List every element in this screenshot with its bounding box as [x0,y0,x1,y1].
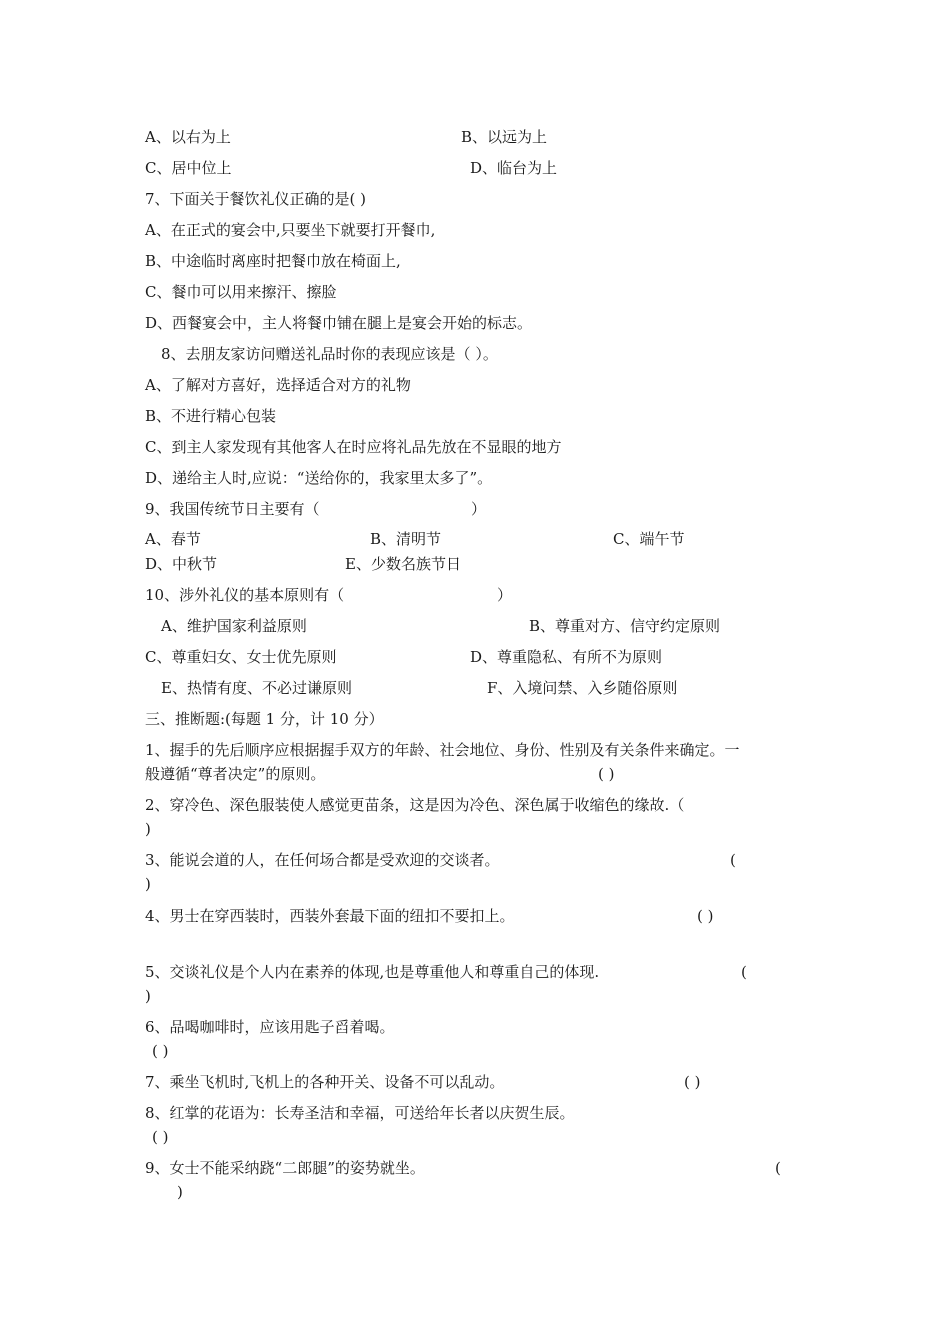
q7-option-c: C、餐巾可以用来擦汗、擦脸 [145,283,337,301]
judge-item-2-line1: 2、穿冷色、深色服装使人感觉更苗条，这是因为冷色、深色属于收缩色的缘故.（ [145,796,685,814]
judge-item-1-line2: 般遵循“尊者决定”的原则。 [145,765,326,783]
judge-item-5-line1: 5、交谈礼仪是个人内在素养的体现,也是尊重他人和尊重自己的体现. [145,963,600,981]
judge-item-1-answer-blank: ( ) [598,765,615,783]
judge-item-2-answer-close: ) [145,820,151,838]
q8-option-d: D、递给主人时,应说：“送给你的，我家里太多了”。 [145,469,493,487]
judge-item-9-line1: 9、女士不能采纳跷“二郎腿”的姿势就坐。 [145,1159,425,1177]
q10-stem-close: ） [497,586,513,604]
q8-stem: 8、去朋友家访问赠送礼品时你的表现应该是（ ）。 [161,345,498,363]
q9-stem-close: ） [471,500,487,518]
q9-option-b: B、清明节 [370,530,442,548]
q9-option-c: C、端午节 [613,530,685,548]
judge-item-4-answer-blank: ( ) [697,907,714,925]
q7-option-a: A、在正式的宴会中,只要坐下就要打开餐巾, [145,221,436,239]
judge-item-4-line1: 4、男士在穿西装时，西装外套最下面的纽扣不要扣上。 [145,907,515,925]
judge-item-3-answer-open: ( [730,851,736,869]
judge-item-8-line1: 8、红掌的花语为：长寿圣洁和幸福，可送给年长者以庆贺生辰。 [145,1104,575,1122]
q7-option-d: D、西餐宴会中，主人将餐巾铺在腿上是宴会开始的标志。 [145,314,533,332]
judge-item-5-answer-open: ( [741,963,747,981]
judge-item-5-answer-close: ) [145,987,151,1005]
q8-option-a: A、了解对方喜好，选择适合对方的礼物 [145,376,411,394]
q8-option-c: C、到主人家发现有其他客人在时应将礼品先放在不显眼的地方 [145,438,562,456]
judge-item-6-answer-blank: ( ) [152,1042,169,1060]
judge-item-3-line1: 3、能说会道的人，在任何场合都是受欢迎的交谈者。 [145,851,500,869]
q6-option-c: C、居中位上 [145,159,232,177]
q10-option-d: D、尊重隐私、有所不为原则 [470,648,663,666]
judge-item-7-answer-blank: ( ) [684,1073,701,1091]
judge-item-7-line1: 7、乘坐飞机时,飞机上的各种开关、设备不可以乱动。 [145,1073,505,1091]
section3-heading: 三、推断题:(每题 1 分，计 10 分） [145,710,384,728]
q9-option-a: A、春节 [145,530,201,548]
judge-item-1-line1: 1、握手的先后顺序应根据握手双方的年龄、社会地位、身份、性别及有关条件来确定。一 [145,741,740,759]
judge-item-8-answer-blank: ( ) [152,1128,169,1146]
q6-option-a: A、以右为上 [145,128,231,146]
q7-stem: 7、下面关于餐饮礼仪正确的是( ) [145,190,367,208]
q9-stem: 9、我国传统节日主要有（ [145,500,320,518]
q10-option-a: A、维护国家利益原则 [161,617,307,635]
q6-option-d: D、临台为上 [470,159,558,177]
q10-option-e: E、热情有度、不必过谦原则 [161,679,352,697]
judge-item-6-line1: 6、品喝咖啡时，应该用匙子舀着喝。 [145,1018,395,1036]
q10-option-c: C、尊重妇女、女士优先原则 [145,648,337,666]
q8-option-b: B、不进行精心包装 [145,407,277,425]
q10-option-b: B、尊重对方、信守约定原则 [529,617,721,635]
judge-item-9-answer-close: ) [177,1183,183,1201]
judge-item-9-answer-open: ( [775,1159,781,1177]
q9-option-d: D、中秋节 [145,555,218,573]
q10-option-f: F、入境问禁、入乡随俗原则 [487,679,678,697]
q9-option-e: E、少数名族节日 [345,555,461,573]
q10-stem: 10、涉外礼仪的基本原则有（ [145,586,345,604]
q7-option-b: B、中途临时离座时把餐巾放在椅面上, [145,252,401,270]
judge-item-3-answer-close: ) [145,875,151,893]
q6-option-b: B、以远为上 [461,128,548,146]
